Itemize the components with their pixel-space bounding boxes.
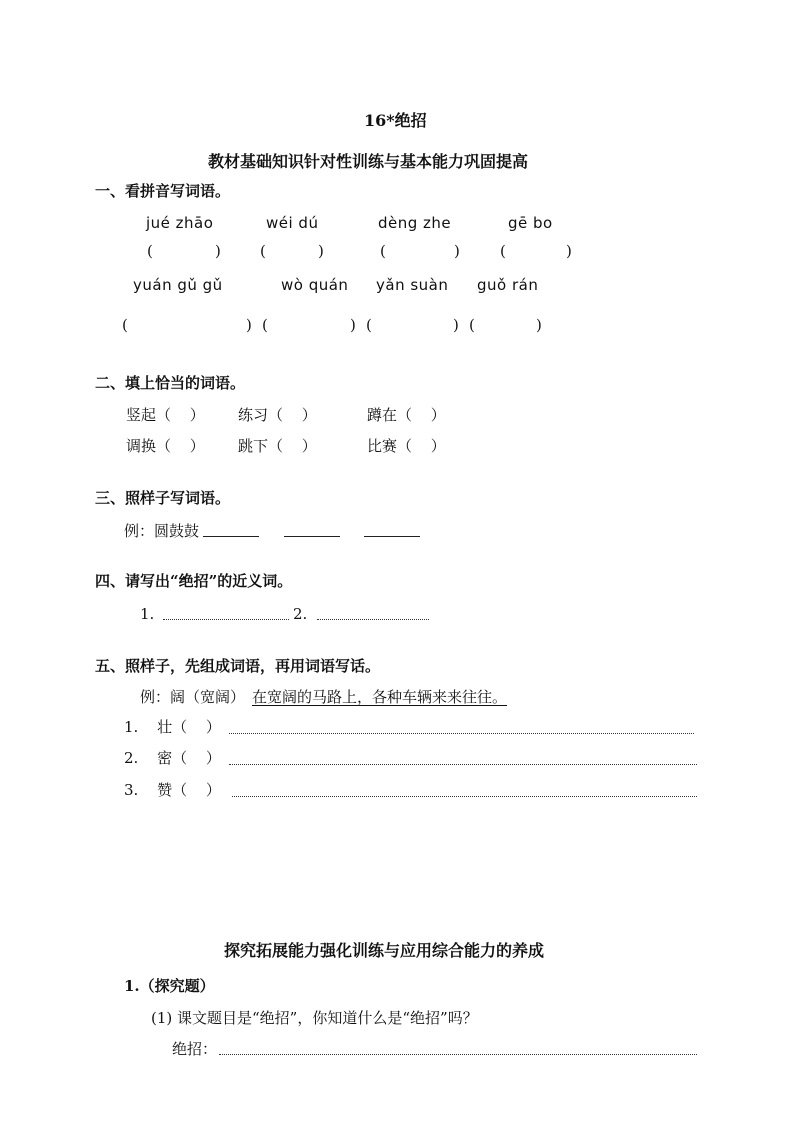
example-prefix: 例：阔（宽阔） bbox=[140, 688, 246, 706]
question-1-heading: 1.（探究题） bbox=[124, 977, 215, 995]
pinyin-3: dèng zhe bbox=[378, 214, 452, 232]
answer-paren-open: ( bbox=[262, 316, 268, 334]
answer-paren-open: ( bbox=[366, 316, 372, 334]
page-title: 16*绝招 bbox=[364, 111, 427, 130]
section-5-heading: 五、照样子，先组成词语，再用词语写话。 bbox=[95, 657, 381, 675]
pinyin-4: gē bo bbox=[508, 214, 553, 232]
answer-line[interactable] bbox=[284, 536, 340, 537]
answer-line[interactable] bbox=[163, 619, 289, 620]
fill-item: 比赛（ ） bbox=[367, 437, 446, 455]
answer-paren-open: ( bbox=[147, 242, 153, 260]
pinyin-6: wò quán bbox=[281, 276, 349, 294]
answer-paren-close: ) bbox=[536, 316, 542, 334]
pinyin-1: jué zhāo bbox=[146, 214, 214, 232]
answer-line[interactable] bbox=[232, 796, 697, 797]
answer-label: 绝招： bbox=[172, 1040, 218, 1058]
item-number: 1. bbox=[140, 605, 155, 623]
section-subtitle: 教材基础知识针对性训练与基本能力巩固提高 bbox=[208, 152, 529, 171]
answer-paren-close: ) bbox=[215, 242, 221, 260]
section-2-heading: 二、填上恰当的词语。 bbox=[95, 374, 246, 392]
answer-paren-open: ( bbox=[380, 242, 386, 260]
answer-line[interactable] bbox=[229, 764, 697, 765]
fill-item: 竖起（ ） bbox=[126, 406, 205, 424]
section-1-heading: 一、看拼音写词语。 bbox=[95, 182, 231, 200]
answer-paren-close: ) bbox=[318, 242, 324, 260]
example-sentence: 在宽阔的马路上，各种车辆来来往往。 bbox=[252, 688, 508, 706]
example-text: 例：圆鼓鼓 bbox=[124, 522, 200, 540]
pinyin-2: wéi dú bbox=[266, 214, 319, 232]
answer-paren-close: ) bbox=[350, 316, 356, 334]
answer-paren-open: ( bbox=[260, 242, 266, 260]
pinyin-8: guǒ rán bbox=[477, 276, 539, 294]
fill-item: 调换（ ） bbox=[126, 437, 205, 455]
section-3-heading: 三、照样子写词语。 bbox=[95, 489, 231, 507]
answer-paren-close: ) bbox=[566, 242, 572, 260]
fill-item: 练习（ ） bbox=[238, 406, 317, 424]
exercise-item: 2. 密（ ） bbox=[124, 749, 221, 767]
answer-line[interactable] bbox=[317, 619, 429, 620]
pinyin-5: yuán gǔ gǔ bbox=[133, 276, 223, 294]
answer-line[interactable] bbox=[203, 536, 259, 537]
section-4-heading: 四、请写出“绝招”的近义词。 bbox=[95, 572, 293, 590]
answer-paren-close: ) bbox=[246, 316, 252, 334]
exercise-item: 1. 壮（ ） bbox=[124, 718, 221, 736]
part-2-title: 探究拓展能力强化训练与应用综合能力的养成 bbox=[224, 941, 545, 960]
answer-line[interactable] bbox=[229, 733, 694, 734]
question-1-1: (1) 课文题目是“绝招”，你知道什么是“绝招”吗？ bbox=[151, 1009, 478, 1027]
answer-paren-open: ( bbox=[122, 316, 128, 334]
answer-line[interactable] bbox=[364, 536, 420, 537]
answer-paren-close: ) bbox=[454, 242, 460, 260]
item-number: 2. bbox=[293, 605, 308, 623]
answer-paren-open: ( bbox=[469, 316, 475, 334]
pinyin-7: yǎn suàn bbox=[376, 276, 449, 294]
answer-line[interactable] bbox=[219, 1054, 697, 1055]
answer-paren-close: ) bbox=[453, 316, 459, 334]
fill-item: 跳下（ ） bbox=[238, 437, 317, 455]
exercise-item: 3. 赞（ ） bbox=[124, 781, 221, 799]
answer-paren-open: ( bbox=[500, 242, 506, 260]
fill-item: 蹲在（ ） bbox=[367, 406, 446, 424]
